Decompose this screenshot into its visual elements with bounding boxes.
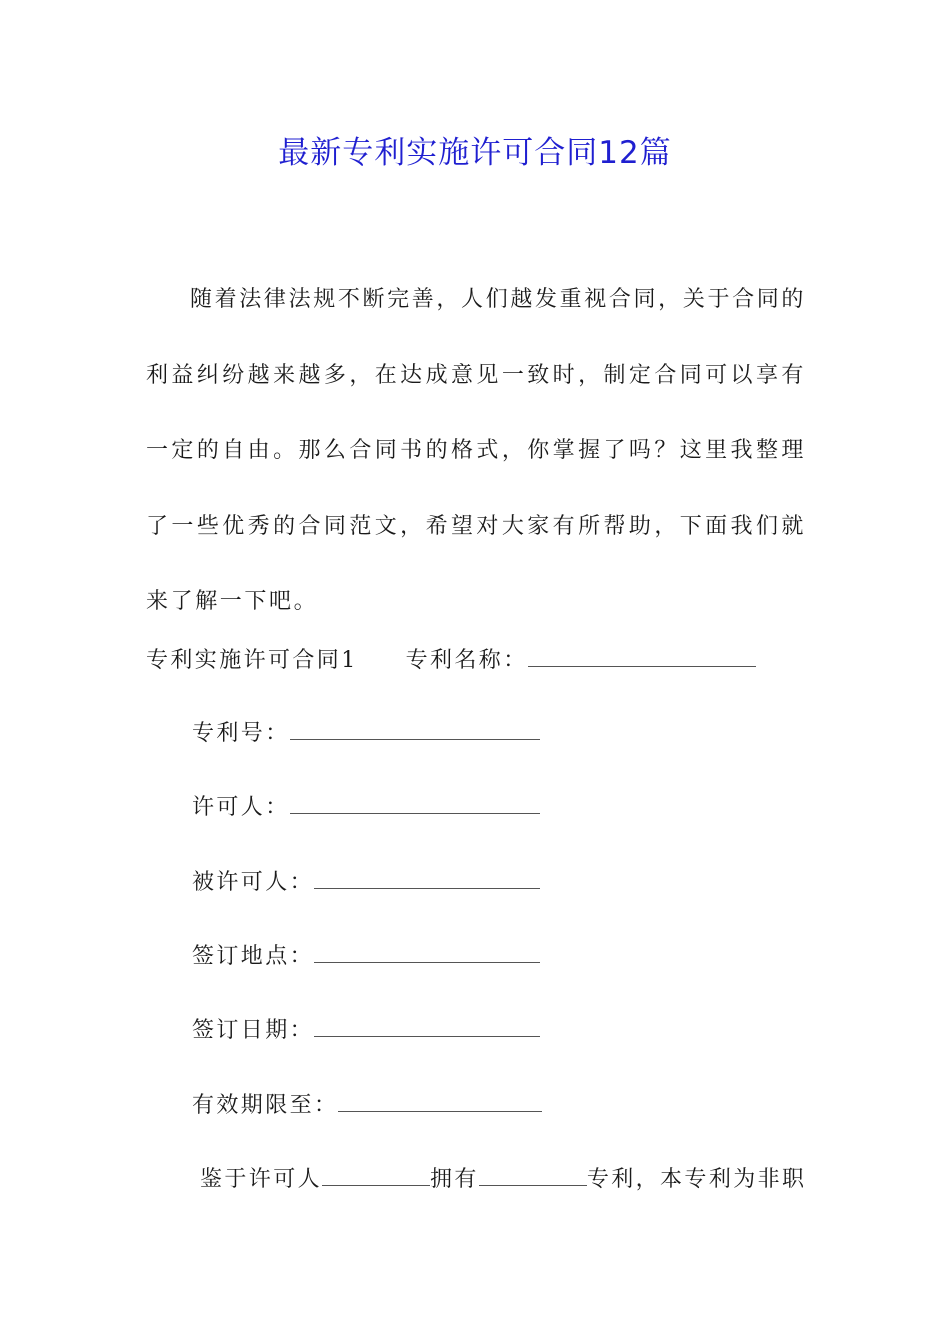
- patent-number-blank[interactable]: [290, 717, 540, 740]
- patent-number-line: [192, 717, 540, 751]
- section-heading: 专利实施许可合同1: [146, 648, 358, 673]
- licensee-blank[interactable]: [314, 866, 540, 889]
- signing-place-line: [192, 940, 540, 974]
- licensor-line: [192, 791, 540, 825]
- signing-date-label: 签订日期：: [192, 1018, 315, 1043]
- intro-paragraph: 随着法律法规不断完善，人们越发重视合同，关于合同的利益纠纷越来越多，在达成意见一致时，制定合同可以享有一定的自由。那么合同书的格式，你掌握了吗？这里我整理了一些优秀的合同范文，希望对大家有所帮助，下面我们就来了解一下吧。: [146, 287, 806, 614]
- section-heading-line: [146, 644, 756, 678]
- clause-part-2: 拥有: [430, 1167, 479, 1192]
- licensor-name-blank[interactable]: [322, 1163, 430, 1186]
- clause-part-3: 专利，本专利为非职: [586, 1167, 807, 1192]
- signing-date-blank[interactable]: [314, 1014, 540, 1037]
- clause-part-1: 鉴于许可人: [200, 1167, 323, 1192]
- signing-place-label: 签订地点：: [192, 944, 315, 969]
- document-title: 最新专利实施许可合同12篇: [278, 135, 672, 171]
- patent-blank[interactable]: [479, 1163, 587, 1186]
- patent-name-label: 专利名称：: [405, 648, 528, 673]
- signing-place-blank[interactable]: [314, 940, 540, 963]
- patent-number-label: 专利号：: [192, 721, 290, 746]
- valid-until-line: [192, 1089, 542, 1123]
- clause-line: [200, 1163, 806, 1197]
- licensee-line: [192, 866, 540, 900]
- patent-name-blank[interactable]: [528, 644, 756, 667]
- signing-date-line: [192, 1014, 540, 1048]
- licensee-label: 被许可人：: [192, 870, 315, 895]
- valid-until-label: 有效期限至：: [192, 1093, 339, 1118]
- valid-until-blank[interactable]: [338, 1089, 542, 1112]
- licensor-blank[interactable]: [290, 791, 540, 814]
- licensor-label: 许可人：: [192, 795, 290, 820]
